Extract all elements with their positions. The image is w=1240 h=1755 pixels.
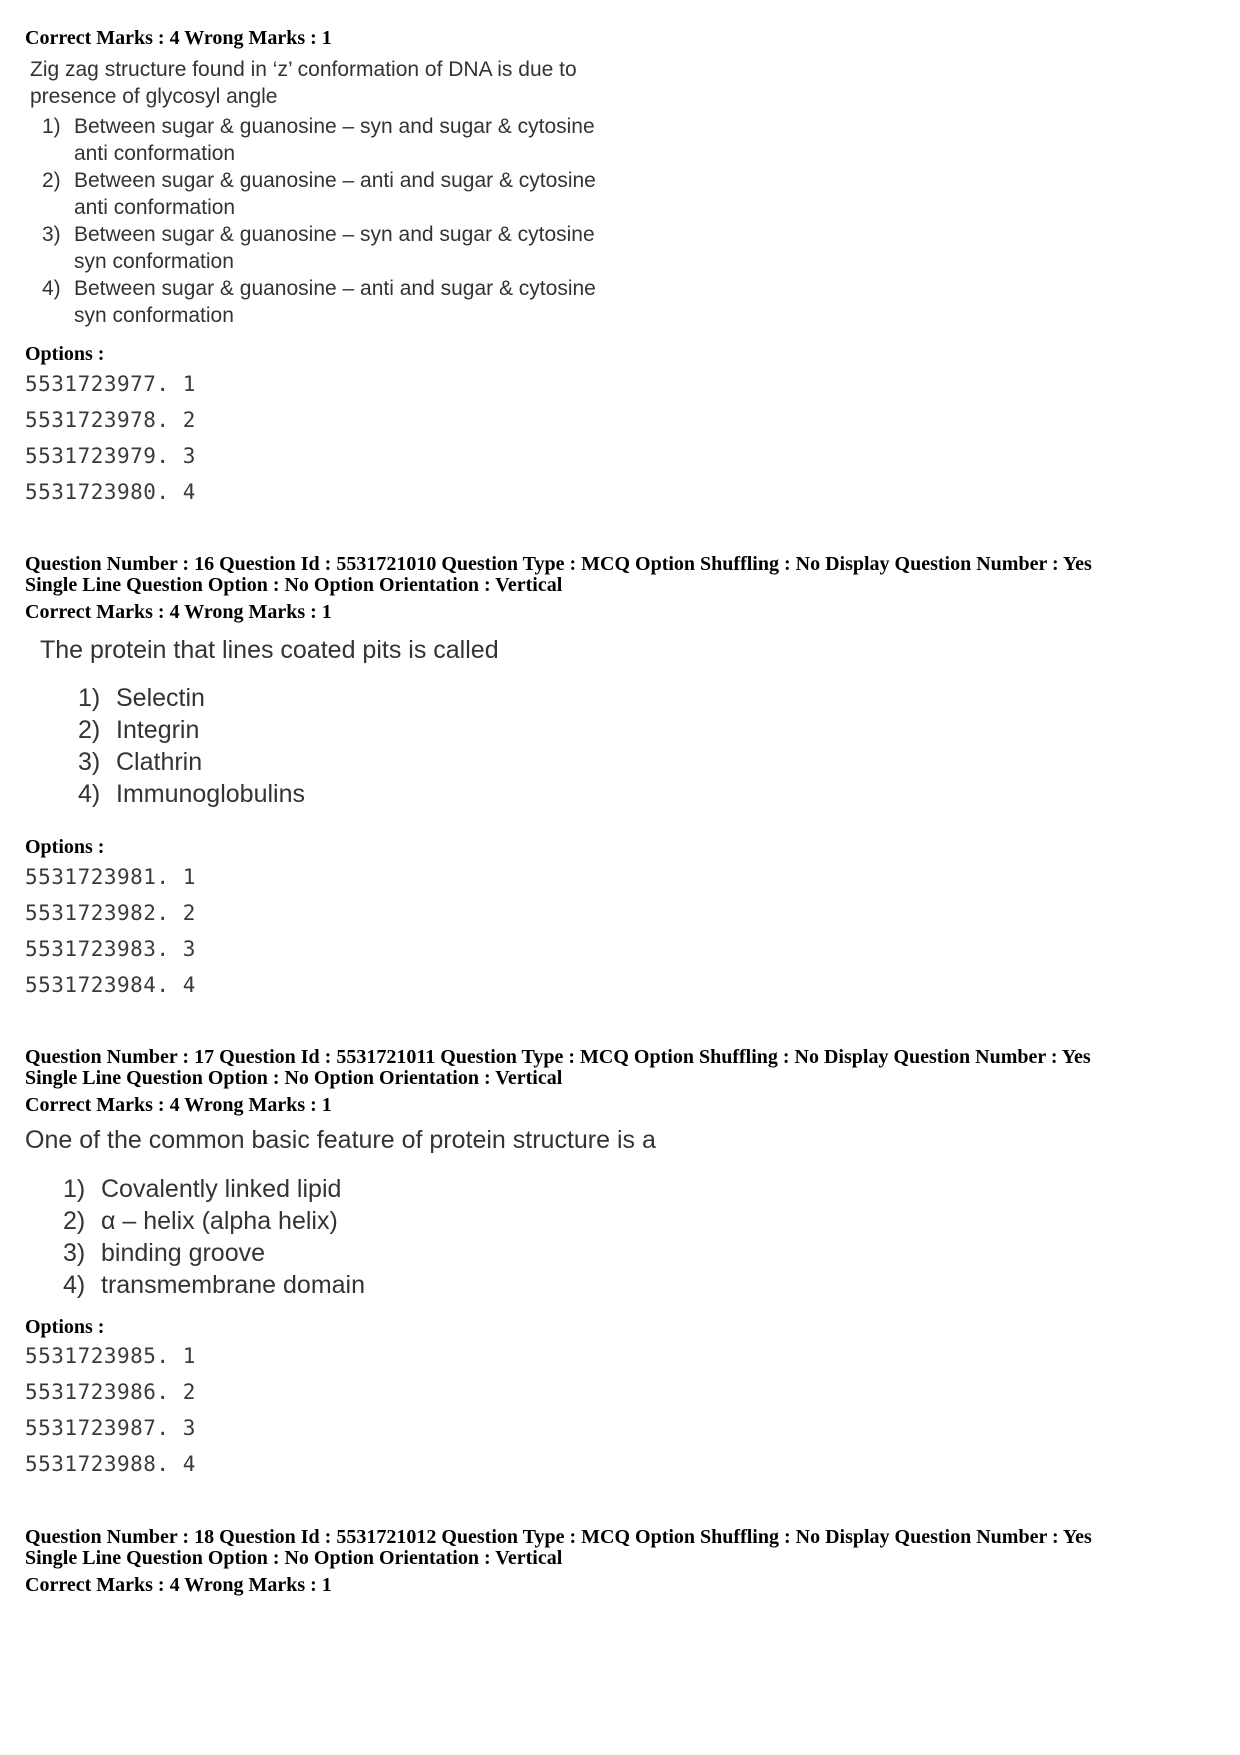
- answer-choice-3: 3) Between sugar & guanosine – syn and sugar & cytosine: [42, 223, 595, 246]
- option-code: 5531723987. 3: [25, 1416, 196, 1440]
- marks-line: Correct Marks : 4 Wrong Marks : 1: [25, 601, 332, 623]
- question-text: One of the common basic feature of protein structure is a: [25, 1126, 656, 1154]
- marks-line: Correct Marks : 4 Wrong Marks : 1: [25, 1574, 332, 1596]
- marks-line: Correct Marks : 4 Wrong Marks : 1: [25, 27, 332, 49]
- question-header-line2: Single Line Question Option : No Option Orientation : Vertical: [25, 1067, 563, 1089]
- answer-choice-4: 4) Immunoglobulins: [78, 780, 305, 808]
- question-text-line: presence of glycosyl angle: [30, 85, 278, 108]
- answer-choice-2-cont: anti conformation: [74, 196, 236, 219]
- answer-choice-1: 1) Covalently linked lipid: [63, 1175, 342, 1203]
- marks-line: Correct Marks : 4 Wrong Marks : 1: [25, 1094, 332, 1116]
- answer-choice-4: 4) Between sugar & guanosine – anti and sugar & cytosine: [42, 277, 596, 300]
- question-header-line2: Single Line Question Option : No Option Orientation : Vertical: [25, 574, 563, 596]
- option-code: 5531723978. 2: [25, 408, 196, 432]
- answer-choice-4: 4) transmembrane domain: [63, 1271, 366, 1299]
- options-label: Options :: [25, 836, 105, 858]
- option-code: 5531723983. 3: [25, 937, 196, 961]
- option-code: 5531723979. 3: [25, 444, 196, 468]
- answer-choice-3-cont: syn conformation: [74, 250, 234, 273]
- question-text: The protein that lines coated pits is called: [40, 636, 499, 664]
- options-label: Options :: [25, 1316, 105, 1338]
- question-header: Question Number : 17 Question Id : 5531721011 Question Type : MCQ Option Shuffling : No Display Question Number : Yes: [25, 1046, 1091, 1068]
- answer-choice-3: 3) binding groove: [63, 1239, 266, 1267]
- answer-choice-1: 1) Selectin: [78, 684, 205, 712]
- option-code: 5531723982. 2: [25, 901, 196, 925]
- option-code: 5531723984. 4: [25, 973, 196, 997]
- option-code: 5531723985. 1: [25, 1344, 196, 1368]
- answer-choice-2: 2) Integrin: [78, 716, 200, 744]
- options-label: Options :: [25, 343, 105, 365]
- question-header-line2: Single Line Question Option : No Option Orientation : Vertical: [25, 1547, 563, 1569]
- answer-choice-4-cont: syn conformation: [74, 304, 234, 327]
- answer-choice-1-cont: anti conformation: [74, 142, 236, 165]
- option-code: 5531723986. 2: [25, 1380, 196, 1404]
- answer-choice-2: 2) Between sugar & guanosine – anti and sugar & cytosine: [42, 169, 596, 192]
- question-header: Question Number : 18 Question Id : 5531721012 Question Type : MCQ Option Shuffling : No Display Question Number : Yes: [25, 1526, 1092, 1548]
- answer-choice-3: 3) Clathrin: [78, 748, 203, 776]
- question-header: Question Number : 16 Question Id : 5531721010 Question Type : MCQ Option Shuffling : No Display Question Number : Yes: [25, 553, 1092, 575]
- option-code: 5531723980. 4: [25, 480, 196, 504]
- option-code: 5531723988. 4: [25, 1452, 196, 1476]
- answer-choice-1: 1) Between sugar & guanosine – syn and sugar & cytosine: [42, 115, 595, 138]
- option-code: 5531723977. 1: [25, 372, 196, 396]
- answer-choice-2: 2) α – helix (alpha helix): [63, 1207, 338, 1235]
- option-code: 5531723981. 1: [25, 865, 196, 889]
- question-text-line: Zig zag structure found in ‘z’ conformation of DNA is due to: [30, 58, 577, 81]
